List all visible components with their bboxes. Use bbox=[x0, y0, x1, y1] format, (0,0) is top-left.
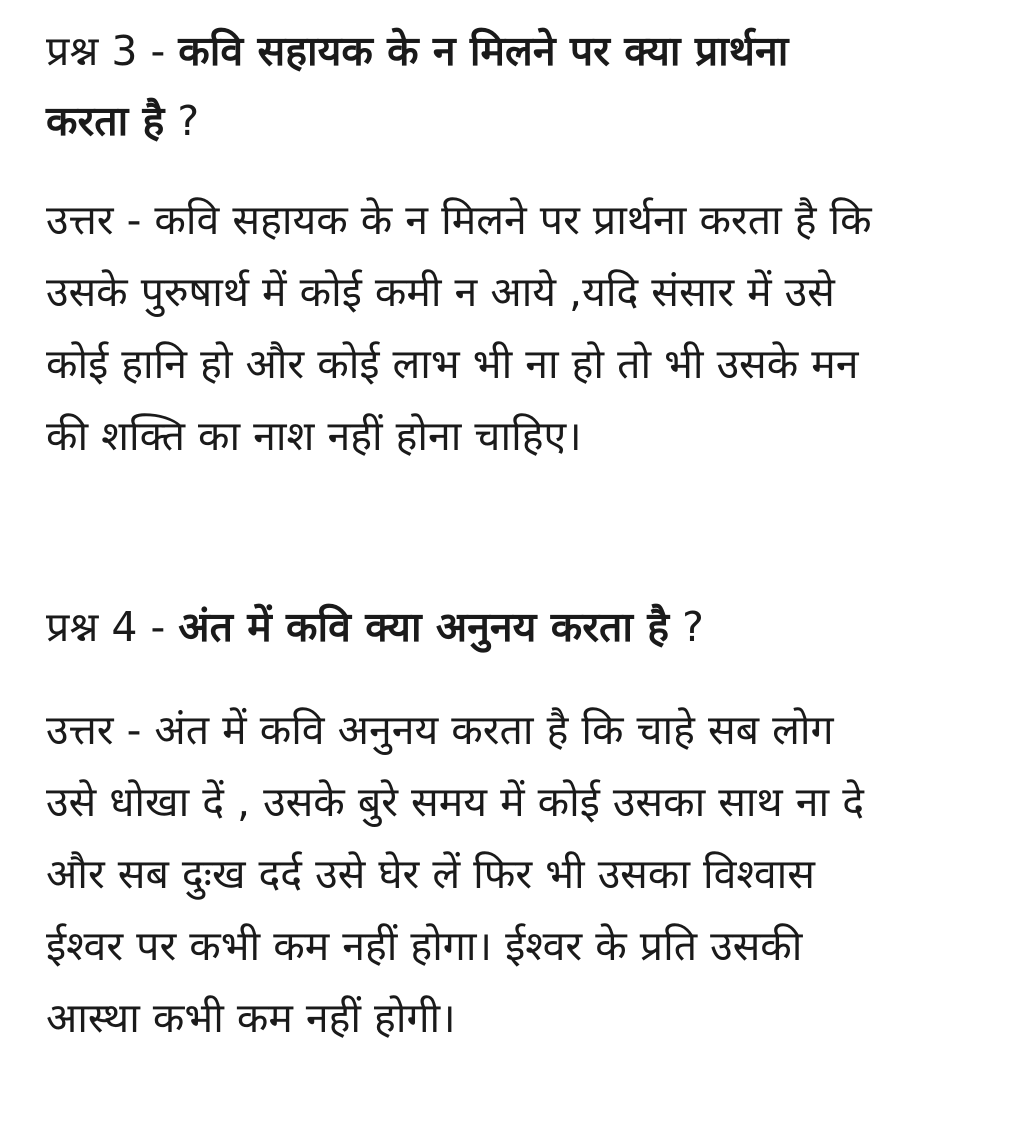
answer-4-line-4: ईश्वर पर कभी कम नहीं होगा। ईश्वर के प्रति उसकी bbox=[46, 922, 803, 970]
question-4 bbox=[46, 592, 1032, 662]
question-3-text-line-1: कवि सहायक के न मिलने पर क्या प्रार्थना bbox=[178, 27, 789, 75]
question-3-line-2 bbox=[46, 86, 1032, 156]
answer-3 bbox=[46, 184, 1032, 472]
answer-3-line-1: उत्तर - कवि सहायक के न मिलने पर प्रार्थना करता है कि bbox=[46, 196, 872, 244]
question-3-mark: ? bbox=[164, 97, 200, 145]
question-4-line-1 bbox=[46, 592, 1032, 662]
question-4-mark: ? bbox=[669, 603, 704, 651]
answer-3-line-4: की शक्ति का नाश नहीं होना चाहिए। bbox=[46, 412, 582, 460]
question-3 bbox=[46, 16, 1032, 156]
answer-4-line-3: और सब दुःख दर्द उसे घेर लें फिर भी उसका विश्वास bbox=[46, 850, 815, 898]
answer-4 bbox=[46, 694, 1032, 1054]
document bbox=[46, 16, 1032, 1054]
answer-3-line-3: कोई हानि हो और कोई लाभ भी ना हो तो भी उसके मन bbox=[46, 340, 859, 388]
qa-block-4 bbox=[46, 592, 1032, 1054]
question-3-text-line-2: करता है bbox=[46, 97, 165, 145]
answer-4-line-2: उसे धोखा दें , उसके बुरे समय में कोई उसका साथ ना दे bbox=[46, 778, 864, 826]
answer-3-line-2: उसके पुरुषार्थ में कोई कमी न आये ,यदि संसार में उसे bbox=[46, 268, 835, 316]
qa-block-3 bbox=[46, 16, 1032, 472]
question-3-prefix: प्रश्न 3 - bbox=[46, 27, 179, 75]
question-4-text: अंत में कवि क्या अनुनय करता है bbox=[178, 603, 670, 651]
answer-4-line-1: उत्तर - अंत में कवि अनुनय करता है कि चाहे सब लोग bbox=[46, 706, 834, 754]
answer-4-line-5: आस्था कभी कम नहीं होगी। bbox=[46, 994, 456, 1042]
question-3-line-1 bbox=[46, 16, 1032, 86]
question-4-prefix: प्रश्न 4 - bbox=[46, 603, 179, 651]
